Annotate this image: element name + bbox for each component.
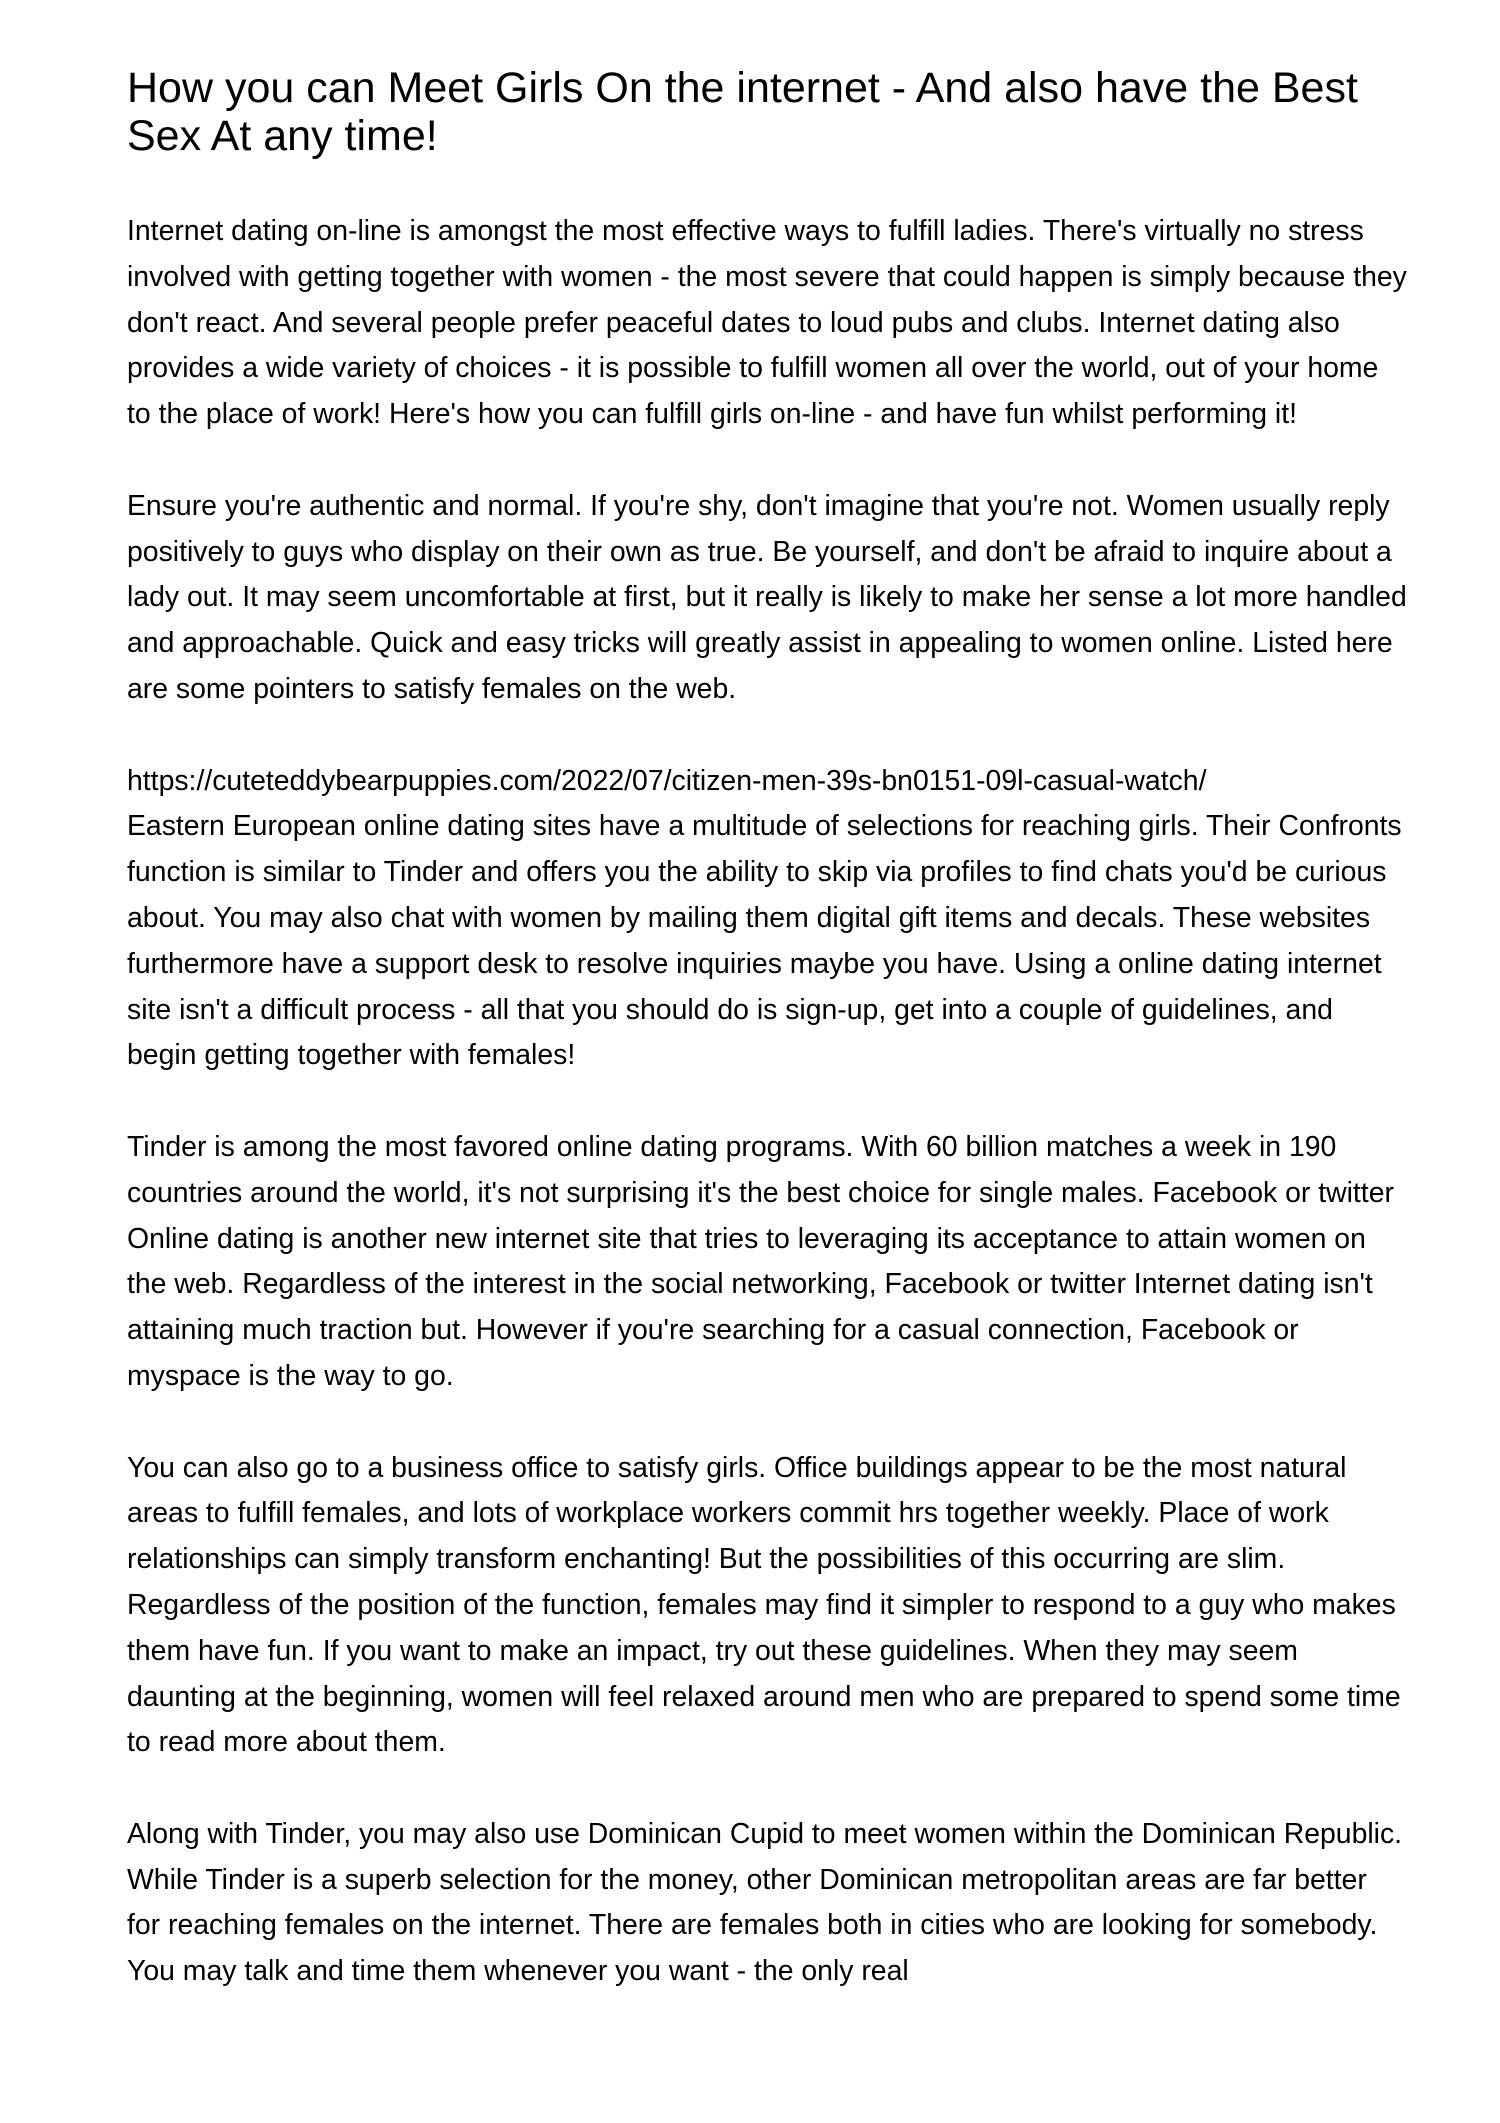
- document-title: How you can Meet Girls On the internet - And also have the Best Sex At any time!: [127, 64, 1358, 160]
- document-body: [127, 209, 1407, 2041]
- paragraph-2: Ensure you're authentic and normal. If you're shy, don't imagine that you're not. Women usually reply positively to guys who display on their own as true. Be yourself, and don't be afraid to inquire about a lady out. It may seem uncomfortable at first, but it really is likely to make her sense a lot more handled and approachable. Quick and easy tricks will greatly assist in appealing to women online. Listed here are some pointers to satisfy females on the web.: [127, 489, 1407, 705]
- paragraph-1: Internet dating on-line is amongst the most effective ways to fulfill ladies. There's virtually no stress involved with getting together with women - the most severe that could happen is simply because they don't react. And several people prefer peaceful dates to loud pubs and clubs. Internet dating also provides a wide variety of choices - it is possible to fulfill women all over the world, out of your home to the place of work! Here's how you can fulfill girls on-line - and have fun whilst performing it!: [127, 215, 1407, 431]
- paragraph-5: You can also go to a business office to satisfy girls. Office buildings appear to be the most natural areas to fulfill females, and lots of workplace workers commit hrs together weekly. Place of work relationships can simply transform enchanting! But the possibilities of this occurring are slim. Regardless of the position of the function, females may find it simpler to respond to a guy who makes them have fun. If you want to make an impact, try out these guidelines. When they may seem daunting at the beginning, women will feel relaxed around men who are prepared to spend some time to read more about them.: [127, 1451, 1401, 1759]
- paragraph-3: [127, 759, 1407, 1080]
- paragraph-6: Along with Tinder, you may also use Dominican Cupid to meet women within the Dominican Republic. While Tinder is a superb selection for the money, other Dominican metropolitan areas are far better for reaching females on the internet. There are females both in cities who are looking for somebody. You may talk and time them whenever you want - the only real: [127, 1817, 1403, 1988]
- paragraph-4: Tinder is among the most favored online dating programs. With 60 billion matches a week in 190 countries around the world, it's not surprising it's the best choice for single males. Facebook or twitter Online dating is another new internet site that tries to leveraging its acceptance to attain women on the web. Regardless of the interest in the social networking, Facebook or twitter Internet dating isn't attaining much traction but. However if you're searching for a casual connection, Facebook or myspace is the way to go.: [127, 1130, 1394, 1392]
- paragraph-3-text: Eastern European online dating sites have a multitude of selections for reaching girls. Their Confronts function is similar to Tinder and offers you the ability to skip via profiles to find chats you'd be curious about. You may also chat with women by mailing them digital gift items and decals. These websites furthermore have a support desk to resolve inquiries maybe you have. Using a online dating internet site isn't a difficult process - all that you should do is sign-up, get into a couple of guidelines, and begin getting together with females!: [127, 810, 1402, 1072]
- reference-url: https://cuteteddybearpuppies.com/2022/07/citizen-men-39s-bn0151-09l-casual-watch/: [127, 764, 1207, 797]
